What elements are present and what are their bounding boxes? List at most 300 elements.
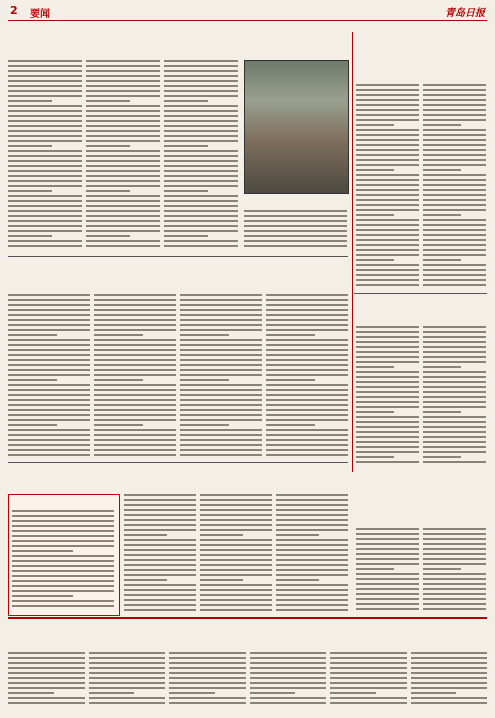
text-line bbox=[94, 294, 176, 296]
text-line bbox=[266, 424, 315, 426]
text-line bbox=[423, 568, 461, 570]
text-line bbox=[8, 120, 82, 122]
text-line bbox=[8, 354, 90, 356]
text-line bbox=[8, 145, 52, 147]
text-line bbox=[8, 394, 90, 396]
text-line bbox=[8, 75, 82, 77]
text-line bbox=[250, 702, 327, 704]
text-line bbox=[423, 371, 486, 373]
text-line bbox=[356, 356, 419, 358]
text-line bbox=[423, 421, 486, 423]
text-line bbox=[266, 344, 348, 346]
text-line bbox=[356, 441, 419, 443]
text-line bbox=[423, 461, 486, 463]
text-line bbox=[356, 436, 419, 438]
text-line bbox=[89, 662, 166, 664]
text-line bbox=[164, 135, 238, 137]
text-line bbox=[423, 214, 461, 216]
text-line bbox=[250, 662, 327, 664]
text-line bbox=[423, 124, 461, 126]
text-line bbox=[89, 672, 166, 674]
text-line bbox=[12, 510, 114, 512]
text-line bbox=[244, 230, 347, 232]
text-line bbox=[356, 568, 394, 570]
text-line bbox=[8, 190, 52, 192]
text-line bbox=[266, 404, 348, 406]
text-line bbox=[180, 379, 229, 381]
text-line bbox=[89, 692, 135, 694]
text-line bbox=[8, 294, 90, 296]
text-line bbox=[356, 533, 419, 535]
text-line bbox=[164, 95, 238, 97]
newspaper-page bbox=[8, 4, 487, 712]
text-line bbox=[12, 555, 114, 557]
page-header bbox=[8, 4, 487, 21]
text-line bbox=[356, 538, 419, 540]
text-line bbox=[94, 419, 176, 421]
text-line bbox=[86, 125, 160, 127]
text-line bbox=[164, 205, 238, 207]
text-line bbox=[266, 319, 348, 321]
text-line bbox=[356, 341, 419, 343]
text-line bbox=[86, 220, 160, 222]
text-line bbox=[180, 444, 262, 446]
text-line bbox=[8, 185, 82, 187]
text-line bbox=[423, 558, 486, 560]
text-line bbox=[8, 90, 82, 92]
text-line bbox=[94, 339, 176, 341]
text-line bbox=[8, 429, 90, 431]
text-line bbox=[423, 104, 486, 106]
text-line bbox=[266, 324, 348, 326]
text-line bbox=[276, 499, 348, 501]
text-line bbox=[266, 364, 348, 366]
text-line bbox=[180, 404, 262, 406]
article-1-body-cont bbox=[244, 210, 347, 252]
text-line bbox=[86, 60, 160, 62]
text-line bbox=[89, 677, 166, 679]
text-line bbox=[8, 155, 82, 157]
divider bbox=[8, 462, 348, 463]
text-line bbox=[86, 115, 160, 117]
text-line bbox=[164, 140, 238, 142]
article-4-body bbox=[8, 652, 487, 710]
text-line bbox=[423, 336, 486, 338]
text-line bbox=[266, 354, 348, 356]
text-line bbox=[423, 249, 486, 251]
text-line bbox=[356, 219, 419, 221]
text-line bbox=[169, 682, 246, 684]
text-line bbox=[8, 175, 82, 177]
text-line bbox=[164, 110, 238, 112]
text-line bbox=[180, 409, 262, 411]
text-line bbox=[8, 424, 57, 426]
text-line bbox=[423, 154, 486, 156]
text-line bbox=[94, 364, 176, 366]
text-line bbox=[94, 394, 176, 396]
text-line bbox=[423, 563, 486, 565]
article-1-photo bbox=[244, 60, 349, 194]
text-line bbox=[250, 682, 327, 684]
text-line bbox=[169, 702, 246, 704]
text-line bbox=[356, 416, 419, 418]
text-line bbox=[356, 563, 419, 565]
text-line bbox=[164, 130, 238, 132]
text-line bbox=[12, 580, 114, 582]
text-line bbox=[423, 279, 486, 281]
text-line bbox=[164, 80, 238, 82]
text-line bbox=[423, 89, 486, 91]
text-line bbox=[423, 184, 486, 186]
text-line bbox=[8, 439, 90, 441]
text-line bbox=[356, 164, 419, 166]
text-line bbox=[200, 539, 272, 541]
text-line bbox=[423, 119, 486, 121]
text-line bbox=[8, 235, 52, 237]
text-line bbox=[86, 130, 160, 132]
text-line bbox=[356, 401, 419, 403]
text-line bbox=[411, 677, 488, 679]
text-line bbox=[356, 578, 419, 580]
text-line bbox=[423, 254, 486, 256]
text-line bbox=[356, 109, 419, 111]
text-line bbox=[423, 361, 486, 363]
text-line bbox=[356, 209, 419, 211]
text-line bbox=[356, 553, 419, 555]
text-line bbox=[244, 240, 347, 242]
text-line bbox=[276, 534, 319, 536]
text-line bbox=[423, 109, 486, 111]
text-line bbox=[8, 672, 85, 674]
text-line bbox=[423, 436, 486, 438]
text-line bbox=[423, 84, 486, 86]
text-line bbox=[12, 600, 114, 602]
text-line bbox=[89, 657, 166, 659]
text-line bbox=[250, 652, 327, 654]
text-line bbox=[356, 406, 419, 408]
text-line bbox=[356, 573, 419, 575]
text-line bbox=[180, 374, 262, 376]
text-line bbox=[423, 239, 486, 241]
text-line bbox=[266, 359, 348, 361]
text-line bbox=[356, 244, 419, 246]
text-line bbox=[8, 80, 82, 82]
text-line bbox=[250, 687, 327, 689]
text-line bbox=[164, 195, 238, 197]
text-line bbox=[8, 667, 85, 669]
text-line bbox=[94, 429, 176, 431]
text-line bbox=[250, 692, 296, 694]
text-line bbox=[180, 424, 229, 426]
text-line bbox=[8, 105, 82, 107]
text-line bbox=[86, 135, 160, 137]
text-line bbox=[8, 687, 85, 689]
text-line bbox=[356, 154, 419, 156]
text-line bbox=[180, 394, 262, 396]
text-line bbox=[8, 449, 90, 451]
text-line bbox=[8, 692, 54, 694]
text-line bbox=[180, 324, 262, 326]
text-line bbox=[164, 200, 238, 202]
text-line bbox=[94, 369, 176, 371]
text-line bbox=[164, 75, 238, 77]
text-line bbox=[356, 199, 419, 201]
text-line bbox=[330, 697, 407, 699]
text-line bbox=[12, 520, 114, 522]
text-line bbox=[276, 524, 348, 526]
text-line bbox=[8, 657, 85, 659]
text-line bbox=[411, 667, 488, 669]
text-line bbox=[8, 344, 90, 346]
text-line bbox=[330, 682, 407, 684]
text-line bbox=[124, 544, 196, 546]
text-line bbox=[86, 65, 160, 67]
text-line bbox=[180, 384, 262, 386]
text-line bbox=[8, 319, 90, 321]
text-line bbox=[86, 190, 130, 192]
text-line bbox=[86, 185, 160, 187]
text-line bbox=[164, 70, 238, 72]
text-line bbox=[356, 214, 394, 216]
text-line bbox=[200, 534, 243, 536]
text-line bbox=[12, 585, 114, 587]
text-line bbox=[200, 559, 272, 561]
text-line bbox=[423, 114, 486, 116]
text-line bbox=[8, 220, 82, 222]
text-line bbox=[86, 90, 160, 92]
text-line bbox=[164, 190, 208, 192]
text-line bbox=[423, 411, 461, 413]
text-line bbox=[423, 341, 486, 343]
text-line bbox=[164, 120, 238, 122]
text-line bbox=[8, 359, 90, 361]
text-line bbox=[86, 170, 160, 172]
text-line bbox=[164, 105, 238, 107]
text-line bbox=[86, 235, 130, 237]
text-line bbox=[276, 549, 348, 551]
text-line bbox=[124, 559, 196, 561]
text-line bbox=[423, 416, 486, 418]
text-line bbox=[266, 394, 348, 396]
text-line bbox=[164, 145, 208, 147]
text-line bbox=[266, 454, 348, 456]
text-line bbox=[94, 304, 176, 306]
text-line bbox=[200, 504, 272, 506]
text-line bbox=[8, 329, 90, 331]
text-line bbox=[86, 165, 160, 167]
text-line bbox=[356, 543, 419, 545]
text-line bbox=[12, 570, 114, 572]
text-line bbox=[423, 588, 486, 590]
text-line bbox=[12, 575, 114, 577]
text-line bbox=[169, 667, 246, 669]
text-line bbox=[423, 533, 486, 535]
text-line bbox=[164, 210, 238, 212]
text-line bbox=[276, 529, 348, 531]
text-line bbox=[276, 504, 348, 506]
text-line bbox=[423, 259, 461, 261]
text-line bbox=[8, 200, 82, 202]
text-line bbox=[356, 456, 394, 458]
text-line bbox=[124, 579, 167, 581]
text-line bbox=[356, 461, 419, 463]
text-line bbox=[200, 594, 272, 596]
text-line bbox=[8, 697, 85, 699]
text-line bbox=[86, 160, 160, 162]
text-line bbox=[180, 389, 262, 391]
divider bbox=[8, 617, 487, 619]
text-line bbox=[276, 569, 348, 571]
text-line bbox=[8, 309, 90, 311]
text-line bbox=[356, 279, 419, 281]
text-line bbox=[94, 344, 176, 346]
text-line bbox=[423, 603, 486, 605]
text-line bbox=[423, 456, 461, 458]
text-line bbox=[423, 209, 486, 211]
text-line bbox=[8, 135, 82, 137]
text-line bbox=[423, 94, 486, 96]
text-line bbox=[423, 356, 486, 358]
text-line bbox=[330, 677, 407, 679]
text-line bbox=[411, 662, 488, 664]
text-line bbox=[356, 224, 419, 226]
text-line bbox=[266, 294, 348, 296]
text-line bbox=[330, 687, 407, 689]
text-line bbox=[356, 331, 419, 333]
text-line bbox=[89, 682, 166, 684]
text-line bbox=[356, 129, 419, 131]
sidebar-body-2 bbox=[356, 326, 486, 466]
text-line bbox=[411, 697, 488, 699]
text-line bbox=[8, 85, 82, 87]
text-line bbox=[356, 249, 419, 251]
text-line bbox=[250, 677, 327, 679]
text-line bbox=[8, 364, 90, 366]
text-line bbox=[423, 593, 486, 595]
text-line bbox=[330, 652, 407, 654]
text-line bbox=[8, 379, 57, 381]
text-line bbox=[180, 369, 262, 371]
text-line bbox=[423, 174, 486, 176]
text-line bbox=[423, 149, 486, 151]
text-line bbox=[200, 574, 272, 576]
text-line bbox=[330, 692, 376, 694]
text-line bbox=[356, 391, 419, 393]
text-line bbox=[8, 125, 82, 127]
text-line bbox=[8, 389, 90, 391]
text-line bbox=[250, 667, 327, 669]
text-line bbox=[94, 434, 176, 436]
text-line bbox=[411, 682, 488, 684]
text-line bbox=[356, 94, 419, 96]
text-line bbox=[94, 324, 176, 326]
text-line bbox=[250, 697, 327, 699]
text-line bbox=[356, 169, 394, 171]
text-line bbox=[356, 99, 419, 101]
text-line bbox=[356, 114, 419, 116]
text-line bbox=[356, 588, 419, 590]
text-line bbox=[356, 189, 419, 191]
text-line bbox=[124, 494, 196, 496]
newspaper-logo: 青岛日报 bbox=[445, 8, 485, 19]
text-line bbox=[423, 219, 486, 221]
text-line bbox=[276, 519, 348, 521]
text-line bbox=[180, 314, 262, 316]
text-line bbox=[266, 309, 348, 311]
text-line bbox=[356, 583, 419, 585]
text-line bbox=[356, 284, 419, 286]
text-line bbox=[266, 444, 348, 446]
text-line bbox=[8, 70, 82, 72]
text-line bbox=[423, 401, 486, 403]
text-line bbox=[124, 574, 196, 576]
text-line bbox=[423, 573, 486, 575]
text-line bbox=[94, 349, 176, 351]
text-line bbox=[94, 354, 176, 356]
text-line bbox=[12, 605, 114, 607]
text-line bbox=[266, 304, 348, 306]
text-line bbox=[266, 379, 315, 381]
text-line bbox=[356, 184, 419, 186]
text-line bbox=[266, 434, 348, 436]
divider bbox=[8, 256, 348, 257]
text-line bbox=[411, 657, 488, 659]
text-line bbox=[12, 560, 114, 562]
text-line bbox=[200, 569, 272, 571]
text-line bbox=[266, 334, 315, 336]
text-line bbox=[124, 564, 196, 566]
text-line bbox=[423, 139, 486, 141]
text-line bbox=[244, 210, 347, 212]
text-line bbox=[124, 569, 196, 571]
text-line bbox=[356, 204, 419, 206]
text-line bbox=[356, 421, 419, 423]
text-line bbox=[8, 419, 90, 421]
text-line bbox=[423, 331, 486, 333]
text-line bbox=[356, 361, 419, 363]
text-line bbox=[423, 99, 486, 101]
text-line bbox=[8, 140, 82, 142]
text-line bbox=[86, 230, 160, 232]
article-3-body bbox=[124, 494, 348, 614]
text-line bbox=[330, 667, 407, 669]
text-line bbox=[356, 104, 419, 106]
text-line bbox=[8, 130, 82, 132]
text-line bbox=[180, 319, 262, 321]
text-line bbox=[356, 89, 419, 91]
text-line bbox=[423, 194, 486, 196]
text-line bbox=[89, 702, 166, 704]
text-line bbox=[200, 519, 272, 521]
text-line bbox=[180, 339, 262, 341]
text-line bbox=[423, 446, 486, 448]
sidebar-body-3 bbox=[356, 528, 486, 613]
text-line bbox=[244, 225, 347, 227]
text-line bbox=[124, 509, 196, 511]
text-line bbox=[200, 604, 272, 606]
text-line bbox=[330, 672, 407, 674]
text-line bbox=[86, 200, 160, 202]
text-line bbox=[423, 396, 486, 398]
text-line bbox=[180, 419, 262, 421]
text-line bbox=[276, 589, 348, 591]
text-line bbox=[423, 346, 486, 348]
text-line bbox=[86, 225, 160, 227]
text-line bbox=[423, 269, 486, 271]
text-line bbox=[276, 494, 348, 496]
text-line bbox=[164, 235, 208, 237]
text-line bbox=[411, 692, 457, 694]
